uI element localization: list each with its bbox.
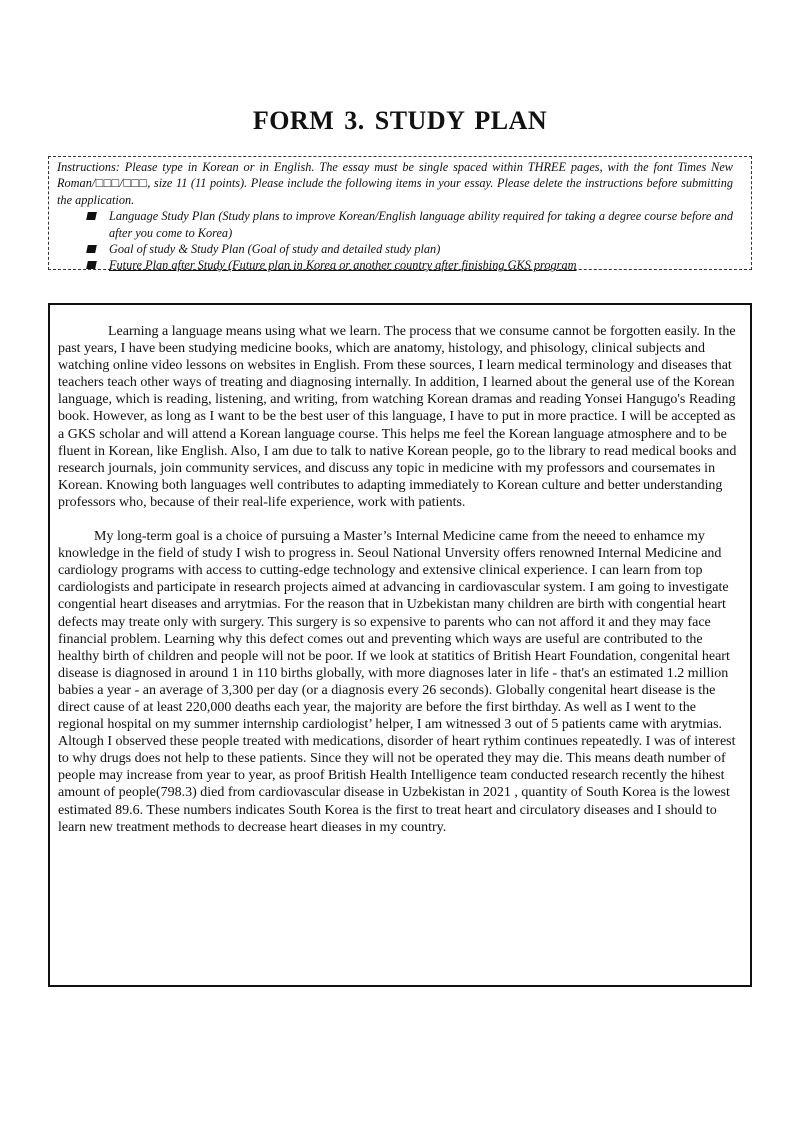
instruction-item-label: Future Plan after Study (Future plan in Korea or another country after finishing GKS program: [109, 258, 577, 273]
instructions-intro: Instructions: Please type in Korean or in English. The essay must be single spaced within THREE pages, with the font Times New Roman/□□□/□□□, size 11 (11 points). Please include the following items in your essay. Please delete the instructions before submitting the application.: [57, 160, 733, 207]
essay-box[interactable]: [48, 303, 752, 987]
instructions-box: [48, 156, 752, 273]
essay-paragraph-2: My long-term goal is a choice of pursuing a Master’s Internal Medicine came from the neeed to enhamce my knowledge in the field of study I wish to progress in. Seoul National Unversity offers renowned Internal Medicine and cardiology programs with access to cutting-edge technology and extensive clinical experience. I can learn from top cardiologists and participate in research projects aimed at advancing in cardiovascular system. I am going to investigate congential heart diseases and arrytmias. For the reason that in Uzbekistan many children are birth with congential heart defects may treate only with surgery. This surgery is so expensive to parents who can not afford it and they may face financial problem. Learning why this defect comes out and preventing which ways are useful are contributed to the healthy birth of children and people will not be poor. If we look at statitics of British Heart Foundation, congenital heart disease is diagnosed in around 1 in 110 births globally, with more diagnoses later in life - that's an estimated 1.2 million babies a year - an average of 3,300 per day (or a diagnosis every 26 seconds). Globally congenital heart disease is the direct cause of at least 220,000 deaths each year, the majority are before the first birthday. As well as I went to the regional hospital on my summer internship cardiologist’ helper, I am witnessed 3 out of 5 patients came with arytmias. Altough I observed these people treated with medications, disorder of heart rythim continues repeatedly. I was of interest to why drugs does not help to these patients. Since they will not be operated they may die. This means death number of people may increase from year to year, as proof British Health Intelligence team conducted research recently the hihest amount of people(798.3) died from cardiovascular disease in Uzbekistan in 2021 , quantity of South Korea is the lowest estimated 89.6. These numbers indicates South Korea is the first to treat heart and circulatory diseases and I should to learn new treatment methods to decrease heart dieases in my country.: [58, 529, 736, 835]
square-bullet-icon: [86, 212, 97, 220]
instruction-item-label: Language Study Plan (Study plans to improve Korean/English language ability required for taking a degree course before and after you come to Korea): [109, 209, 733, 240]
square-bullet-icon: [86, 245, 97, 253]
form-title: FORM 3. STUDY PLAN: [252, 106, 548, 135]
essay-paragraph-1: Learning a language means using what we learn. The process that we consume cannot be forgotten easily. In the past years, I have been studying medicine books, which are anatomy, histology, and phisology, clinical subjects and watching online video lessons on websites in English. From these sources, I learn medical terminology and diseases that teachers teach other ways of treating and diagnosing internally. In addition, I learned about the general use of the Korean language, which is reading, listening, and writing, from watching Korean dramas and reading Yonsei Hangugo's Reading book. However, as long as I want to be the best user of this language, I have to put in more practice. I will be accepted as a GKS scholar and will attend a Korean language course. This helps me feel the Korean language atmosphere and to be fluent in Korean, like English. Also, I am due to talk to native Korean people, go to the library to read medical books and research journals, join community services, and discuss any topic in medicine with my professors and coursemates in Korean. Knowing both languages well contributes to adapting immediately to Korean culture and better understanding professors who, because of their real-life experience, work with patients.: [58, 324, 737, 510]
instructions-list: [57, 208, 733, 274]
instruction-item-label: Goal of study & Study Plan (Goal of study and detailed study plan): [109, 242, 441, 257]
instruction-item-language-plan: [87, 208, 733, 241]
instruction-item-study-goal: [87, 241, 733, 257]
square-bullet-icon: [86, 261, 97, 269]
instruction-item-future-plan: [87, 257, 733, 273]
